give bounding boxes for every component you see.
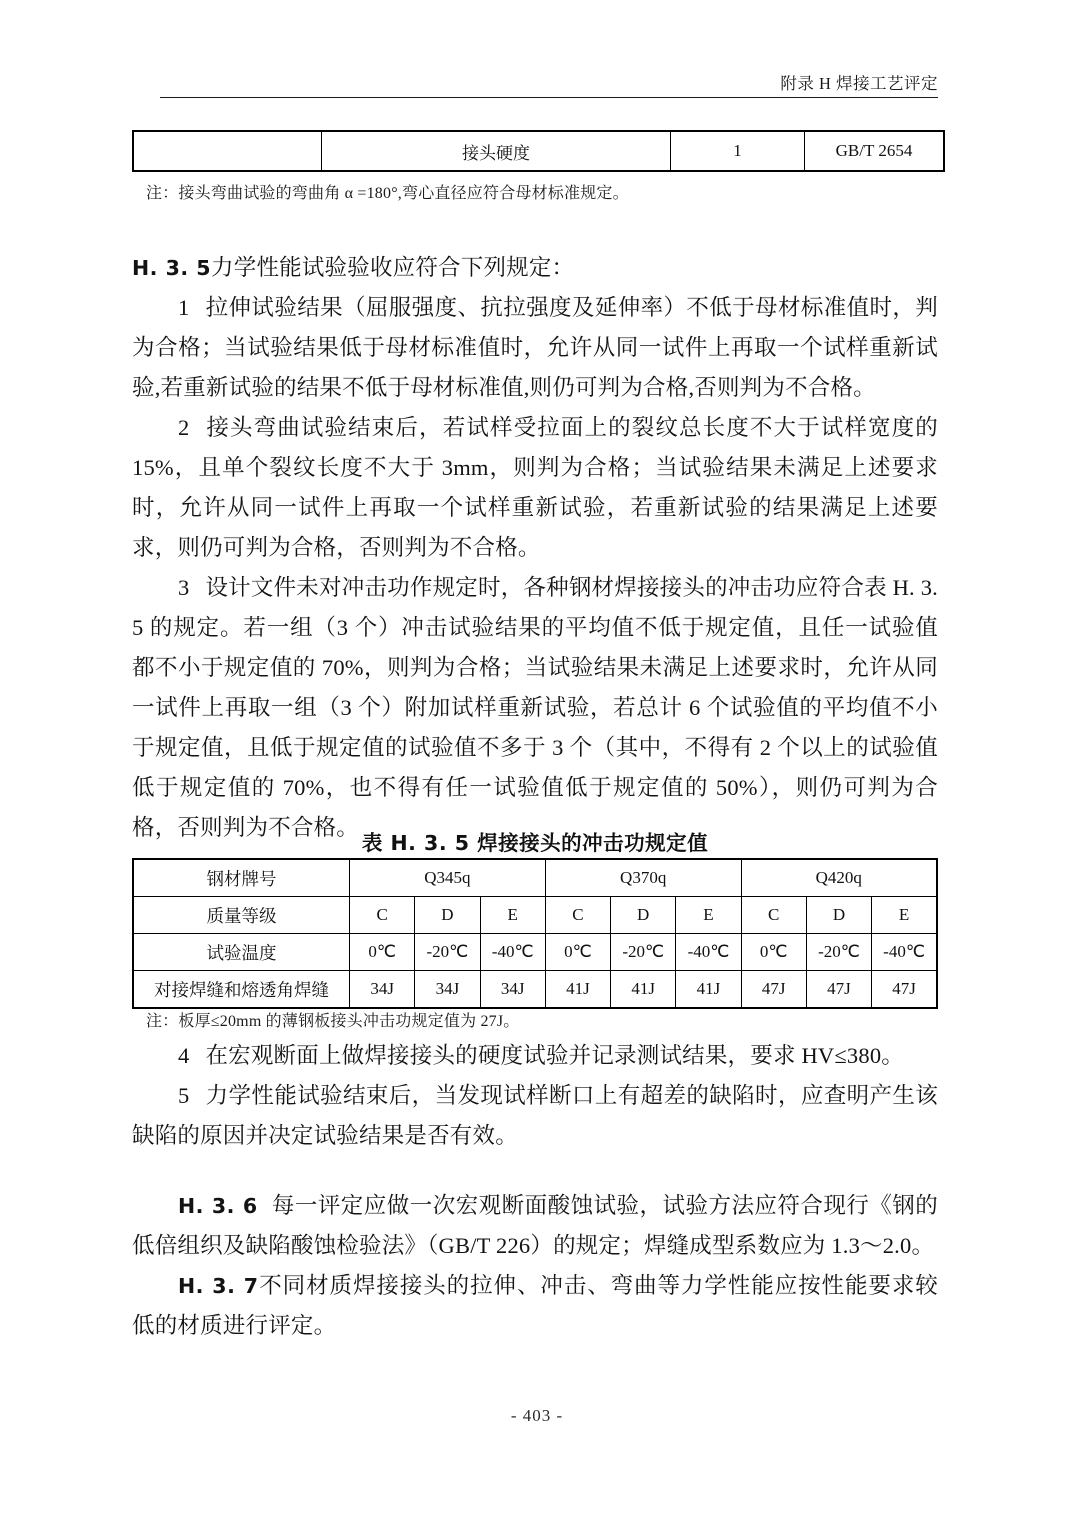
clause-h37-text: 不同材质焊接接头的拉伸、冲击、弯曲等力学性能应按性能要求较低的材质进行评定。 [132, 1273, 938, 1338]
continuation-table [132, 130, 945, 172]
header-rule [160, 97, 938, 98]
cell-grade-q370q: Q370q [545, 859, 741, 897]
cell-energy: 47J [741, 971, 806, 1009]
cell-temperature: 0℃ [545, 934, 610, 971]
page-number: - 403 - [510, 1406, 564, 1425]
cell-quality: D [806, 897, 871, 934]
row-header-energy: 对接焊缝和熔透角焊缝 [133, 971, 350, 1009]
cell-test-item: 接头硬度 [322, 131, 671, 171]
cell-standard: GB/T 2654 [805, 131, 945, 171]
item-text: 拉伸试验结果（屈服强度、抗拉强度及延伸率）不低于母材标准值时，判为合格；当试验结果低于母材标准值时，允许从同一试件上再取一个试样重新试验,若重新试验的结果不低于母材标准值,则仍可判为合格,否则判为不合格。 [132, 295, 938, 400]
item-text: 设计文件未对冲击功作规定时，各种钢材焊接接头的冲击功应符合表 H. 3. 5 的规定。若一组（3 个）冲击试验结果的平均值不低于规定值，且任一试验值都不小于规定值的 70%，则判为合格；当试验结果未满足上述要求时，允许从同一试件上再取一组（3 个）附加试样重新试验，若总计 6 个试验值的平均值不小于规定值，且低于规定值的试验值不多于 3 个（其中，不得有 2 个以上的试验值低于规定值的 70%，也不得有任一试验值低于规定值的 50%），则仍可判为合格，否则判为不合格。 [132, 575, 938, 840]
clause-h35-item-5 [132, 1076, 938, 1156]
cell-grade-q420q: Q420q [741, 859, 937, 897]
continuation-table-note: 注：接头弯曲试验的弯曲角 α =180°,弯心直径应符合母材标准规定。 [146, 185, 629, 202]
clause-h35-item-2 [132, 408, 938, 568]
item-text: 接头弯曲试验结束后，若试样受拉面上的裂纹总长度不大于试样宽度的 15%，且单个裂纹长度不大于 3mm，则判为合格；当试验结果未满足上述要求时，允许从同一试件上再取一个试样重新试验，若重新试验的结果满足上述要求，则仍可判为合格，否则判为不合格。 [132, 415, 938, 560]
cell-quality: D [611, 897, 676, 934]
cell-quality: C [741, 897, 806, 934]
item-number: 1 [178, 295, 190, 320]
item-number: 5 [178, 1083, 190, 1108]
clause-h35-tag: H. 3. 5 [132, 256, 212, 280]
running-header: 附录 H 焊接工艺评定 [780, 74, 938, 93]
cell-energy: 34J [350, 971, 415, 1009]
clause-h36-tag: H. 3. 6 [178, 1194, 258, 1218]
cell-quality: C [350, 897, 415, 934]
cell-temperature: -40℃ [480, 934, 545, 971]
item-text: 力学性能试验结束后，当发现试样断口上有超差的缺陷时，应查明产生该缺陷的原因并决定试验结果是否有效。 [132, 1083, 938, 1148]
cell-energy: 41J [611, 971, 676, 1009]
cell-energy: 47J [872, 971, 937, 1009]
cell-grade-q345q: Q345q [350, 859, 546, 897]
clause-h35-item-3 [132, 568, 938, 848]
clause-h36-text: 每一评定应做一次宏观断面酸蚀试验，试验方法应符合现行《钢的低倍组织及缺陷酸蚀检验法》（GB/T 226）的规定；焊缝成型系数应为 1.3～2.0。 [132, 1193, 938, 1258]
table-h35-note: 注：板厚≤20mm 的薄钢板接头冲击功规定值为 27J。 [146, 1013, 520, 1030]
cell-temperature: -40℃ [872, 934, 937, 971]
item-number: 4 [178, 1043, 190, 1068]
row-header-grade: 钢材牌号 [133, 859, 350, 897]
table-row-energy [133, 971, 937, 1009]
cell-temperature: -20℃ [806, 934, 871, 971]
cell-quality: C [545, 897, 610, 934]
cell-quality: E [872, 897, 937, 934]
cell-quality: E [676, 897, 741, 934]
cell-temperature: -40℃ [676, 934, 741, 971]
table-h35-caption: 表 H. 3. 5 焊接接头的冲击功规定值 [361, 831, 709, 855]
cell-quantity: 1 [671, 131, 805, 171]
cell-energy: 34J [415, 971, 480, 1009]
cell-energy: 34J [480, 971, 545, 1009]
clause-h35-item-4 [132, 1036, 938, 1076]
clause-h36 [132, 1186, 938, 1266]
item-number: 3 [178, 575, 190, 600]
cell-temperature: -20℃ [611, 934, 676, 971]
clause-h35-heading [132, 248, 938, 288]
cell-temperature: -20℃ [415, 934, 480, 971]
clause-h35-heading-text: 力学性能试验验收应符合下列规定： [211, 255, 575, 280]
clause-h35-item-1 [132, 288, 938, 408]
table-row-temperature [133, 934, 937, 971]
cell-energy: 47J [806, 971, 871, 1009]
table-row-grade [133, 859, 937, 897]
row-header-quality: 质量等级 [133, 897, 350, 934]
clause-h37 [132, 1266, 938, 1346]
cell-quality: D [415, 897, 480, 934]
cell-quality: E [480, 897, 545, 934]
table-row [133, 131, 944, 171]
item-number: 2 [178, 415, 190, 440]
item-text: 在宏观断面上做焊接接头的硬度试验并记录测试结果，要求 HV≤380。 [205, 1043, 904, 1068]
row-header-temperature: 试验温度 [133, 934, 350, 971]
cell-energy: 41J [676, 971, 741, 1009]
cell-temperature: 0℃ [741, 934, 806, 971]
table-row-quality [133, 897, 937, 934]
cell-temperature: 0℃ [350, 934, 415, 971]
table-h35 [132, 858, 938, 1009]
cell-blank [133, 131, 322, 171]
cell-energy: 41J [545, 971, 610, 1009]
clause-h37-tag: H. 3. 7 [178, 1274, 259, 1298]
